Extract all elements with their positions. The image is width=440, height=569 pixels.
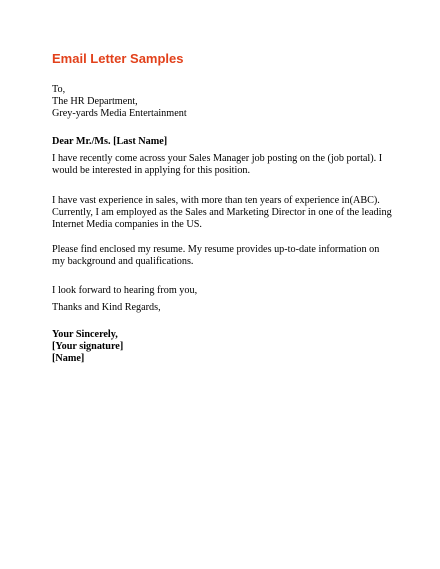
paragraph-line: would be interested in applying for this position.: [52, 165, 251, 176]
paragraph-line: I have recently come across your Sales Manager job posting on the (job portal). I: [52, 153, 383, 164]
paragraph-forward: I look forward to hearing from you,: [52, 285, 198, 296]
closing-name: [Name]: [52, 353, 85, 364]
paragraph-line: Internet Media companies in the US.: [52, 219, 202, 230]
paragraph-thanks: Thanks and Kind Regards,: [52, 302, 161, 313]
recipient-to: To,: [52, 84, 66, 95]
paragraph-experience: [52, 195, 397, 231]
paragraph-line: Please find enclosed my resume. My resume provides up-to-date information on: [52, 244, 380, 255]
closing-signature: [Your signature]: [52, 341, 124, 352]
paragraph-line: Currently, I am employed as the Sales and Marketing Director in one of the leading: [52, 207, 392, 218]
paragraph-resume: [52, 244, 397, 268]
document-title: Email Letter Samples: [52, 51, 184, 66]
paragraph-line: I have vast experience in sales, with more than ten years of experience in(ABC).: [52, 195, 380, 206]
paragraph-line: my background and qualifications.: [52, 256, 194, 267]
recipient-company: Grey-yards Media Entertainment: [52, 108, 187, 119]
closing-sign-off: Your Sincerely,: [52, 329, 118, 340]
paragraph-intro: [52, 153, 397, 177]
salutation: Dear Mr./Ms. [Last Name]: [52, 136, 168, 147]
recipient-address: [52, 84, 397, 120]
recipient-department: The HR Department,: [52, 96, 138, 107]
closing-block: [52, 329, 397, 365]
